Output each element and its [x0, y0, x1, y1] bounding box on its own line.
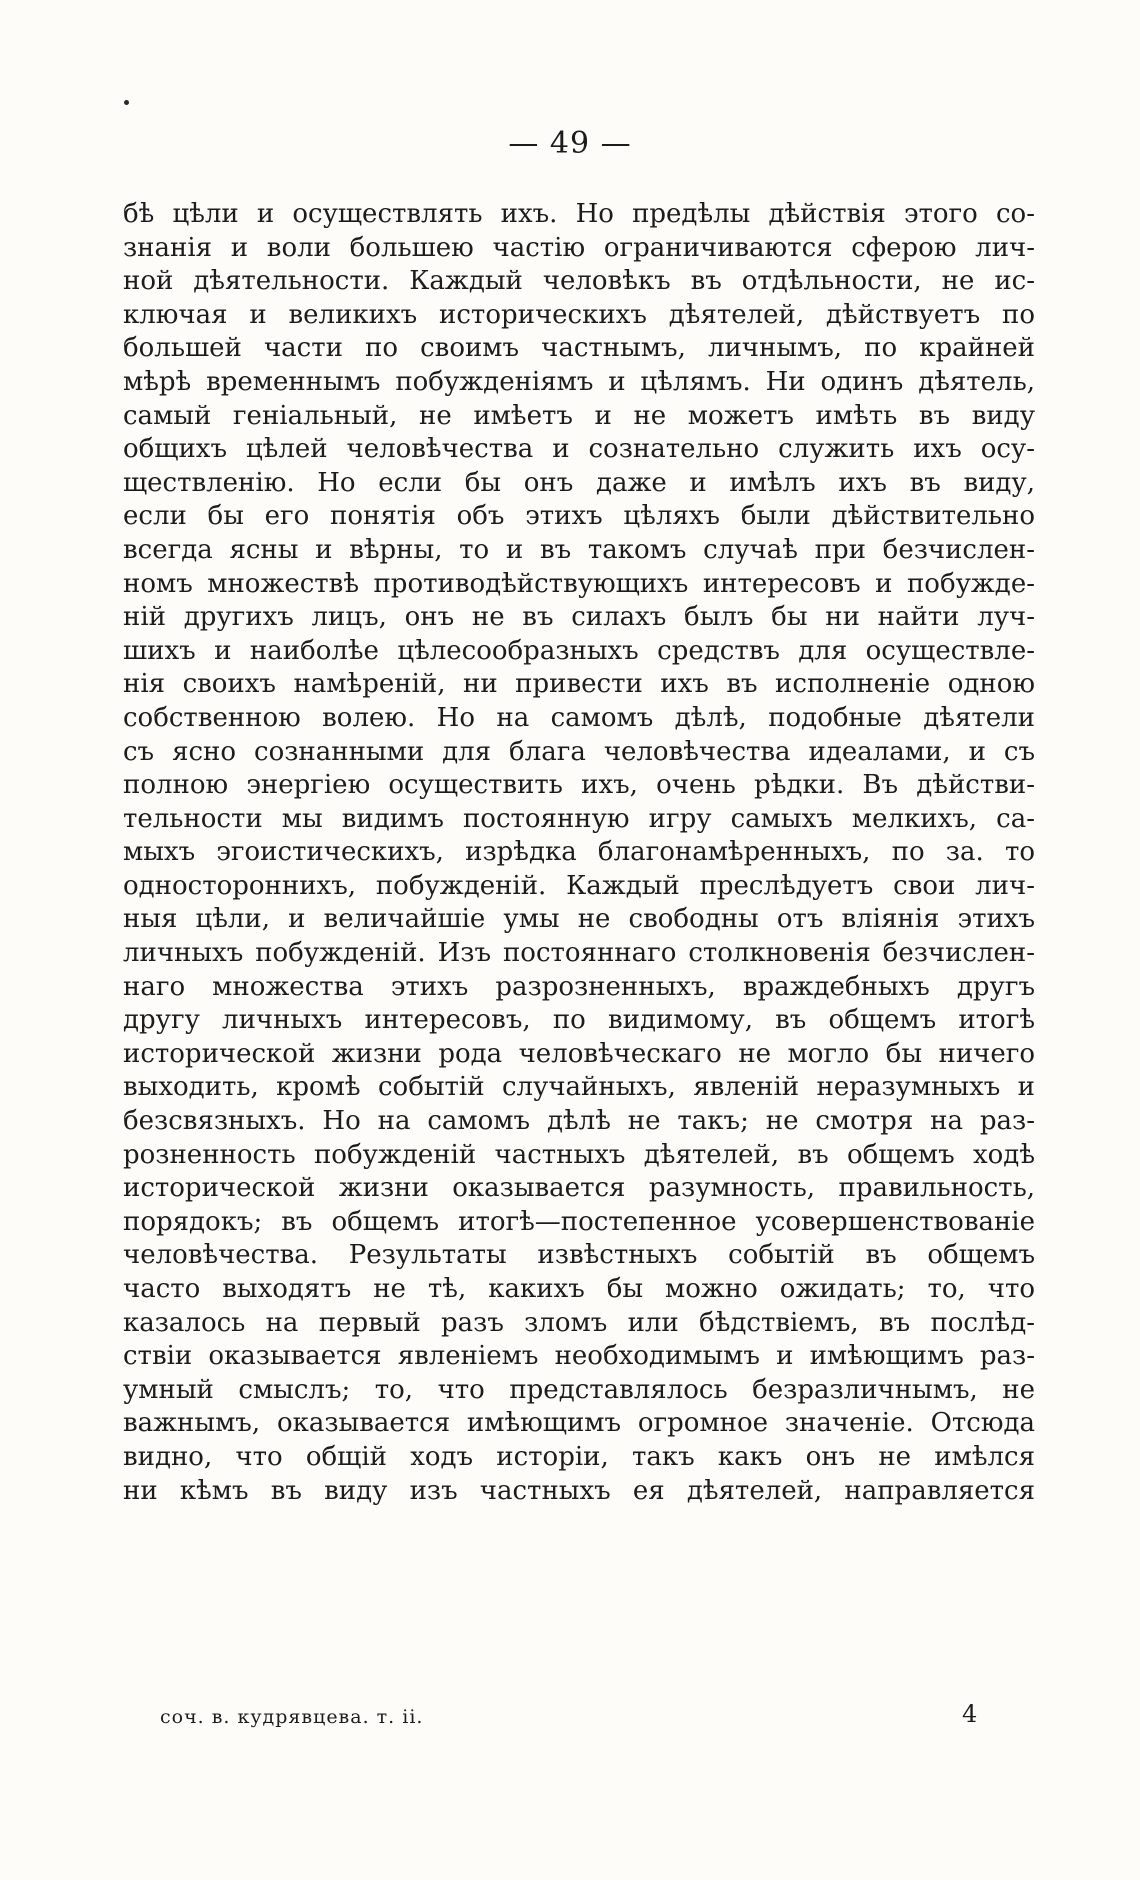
text-line: безсвязныхъ. Но на самомъ дѣлѣ не такъ; не смотря на раз-: [123, 1106, 1035, 1137]
text-line: собственною волею. Но на самомъ дѣлѣ, подобные дѣятели: [123, 702, 1035, 733]
text-line: порядокъ; въ общемъ итогѣ—постепенное усовершенствованіе: [123, 1206, 1035, 1237]
text-line: ствіи оказывается явленіемъ необходимымъ и имѣющимъ раз-: [123, 1341, 1035, 1372]
text-line: большей части по своимъ частнымъ, личнымъ, по крайней: [123, 333, 1035, 364]
text-line: съ ясно сознанными для блага человѣчества идеалами, и съ: [123, 736, 1035, 767]
text-line: общихъ цѣлей человѣчества и сознательно служить ихъ осу-: [123, 434, 1035, 465]
text-line: видно, что общій ходъ исторіи, такъ какъ онъ не имѣлся: [123, 1441, 1035, 1472]
text-line: исторической жизни оказывается разумность, правильность,: [123, 1173, 1035, 1204]
text-line: всегда ясны и вѣрны, то и въ такомъ случаѣ при безчислен-: [123, 534, 1035, 565]
text-line: самый геніальный, не имѣетъ и не можетъ имѣть въ виду: [123, 400, 1035, 431]
text-line: бѣ цѣли и осуществлять ихъ. Но предѣлы дѣйствія этого со-: [123, 199, 1035, 229]
text-line: розненность побужденій частныхъ дѣятелей, въ общемъ ходѣ: [123, 1139, 1035, 1170]
text-line: ключая и великихъ историческихъ дѣятелей, дѣйствуетъ по: [123, 299, 1035, 330]
page-number: — 49 —: [508, 126, 632, 161]
text-line: личныхъ побужденій. Изъ постояннаго столкновенія безчислен-: [123, 938, 1035, 969]
text-line: знанія и воли большею частію ограничиваются сферою лич-: [123, 232, 1035, 263]
print-speck: [124, 100, 129, 105]
text-line: часто выходятъ не тѣ, какихъ бы можно ожидать; то, что: [123, 1274, 1035, 1304]
text-line: полною энергіею осуществить ихъ, очень рѣдки. Въ дѣйстви-: [123, 770, 1035, 801]
body-text: [123, 198, 1035, 1508]
text-line: человѣчества. Результаты извѣстныхъ событій въ общемъ: [123, 1240, 1035, 1271]
text-line: другу личныхъ интересовъ, по видимому, въ общемъ итогѣ: [123, 1005, 1035, 1036]
text-line: мѣрѣ временнымъ побужденіямъ и цѣлямъ. Ни одинъ дѣятель,: [123, 366, 1035, 397]
text-line: тельности мы видимъ постоянную игру самыхъ мелкихъ, са-: [123, 803, 1035, 834]
text-line: ществленію. Но если бы онъ даже и имѣлъ ихъ въ виду,: [123, 467, 1035, 498]
text-line: важнымъ, оказывается имѣющимъ огромное значеніе. Отсюда: [123, 1408, 1035, 1439]
text-line: ной дѣятельности. Каждый человѣкъ въ отдѣльности, не ис-: [123, 266, 1035, 297]
text-line: если бы его понятія объ этихъ цѣляхъ были дѣйствительно: [123, 501, 1035, 532]
text-line: ныя цѣли, и величайшіе умы не свободны отъ вліянія этихъ: [123, 904, 1035, 935]
signature-mark: соч. в. кудрявцева. т. ii.: [160, 1706, 424, 1728]
text-line: нія своихъ намѣреній, ни привести ихъ въ исполненіе одною: [123, 669, 1035, 700]
sheet-number: 4: [962, 1700, 978, 1728]
text-line: казалось на первый разъ зломъ или бѣдствіемъ, въ послѣд-: [123, 1307, 1035, 1338]
text-line: умный смыслъ; то, что представлялось безразличнымъ, не: [123, 1374, 1035, 1405]
text-line: одностороннихъ, побужденій. Каждый преслѣдуетъ свои лич-: [123, 870, 1035, 901]
text-line: шихъ и наиболѣе цѣлесообразныхъ средствъ для осуществле-: [123, 635, 1035, 666]
text-line: ній другихъ лицъ, онъ не въ силахъ былъ бы ни найти луч-: [123, 602, 1035, 633]
text-line: наго множества этихъ разрозненныхъ, враждебныхъ другъ: [123, 971, 1035, 1002]
text-line: номъ множествѣ противодѣйствующихъ интересовъ и побужде-: [123, 568, 1035, 599]
text-line: исторической жизни рода человѣческаго не могло бы ничего: [123, 1038, 1035, 1069]
text-line: ни кѣмъ въ виду изъ частныхъ ея дѣятелей, направляется: [123, 1475, 1035, 1506]
text-line: мыхъ эгоистическихъ, изрѣдка благонамѣренныхъ, по за. то: [123, 837, 1035, 868]
text-line: выходить, кромѣ событій случайныхъ, явленій неразумныхъ и: [123, 1072, 1035, 1103]
